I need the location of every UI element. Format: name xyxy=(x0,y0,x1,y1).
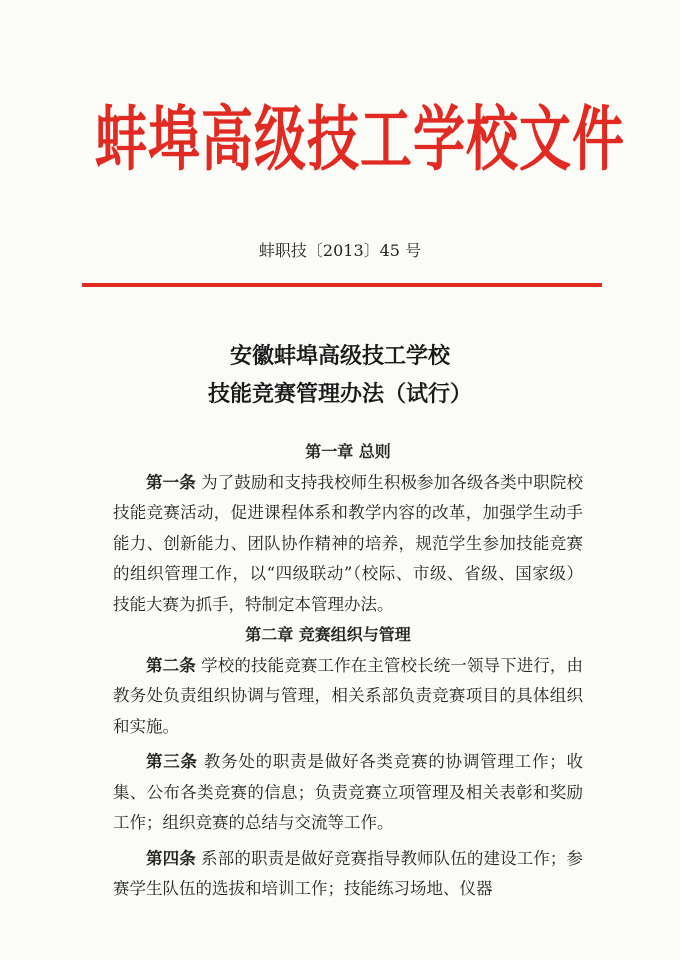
article-4-lead: 第四条 xyxy=(146,848,196,868)
document-number: 蚌职技〔2013〕45 号 xyxy=(258,241,422,260)
article-1-lead: 第一条 xyxy=(146,472,196,492)
chapter-2-heading: 第二章 竞赛组织与管理 xyxy=(245,625,411,644)
document-body xyxy=(113,437,583,905)
article-4-text: 系部的职责是做好竞赛指导教师队伍的建设工作；参赛学生队伍的选拔和培训工作；技能练习场地、仪器 xyxy=(113,848,584,898)
article-2-text: 学校的技能竞赛工作在主管校长统一领导下进行，由教务处负责组织协调与管理，相关系部负责竞赛项目的具体组织和实施。 xyxy=(113,655,584,736)
article-1-text: 为了鼓励和支持我校师生积极参加各级各类中职院校技能竞赛活动，促进课程体系和教学内容的改革，加强学生动手能力、创新能力、团队协作精神的培养，规范学生参加技能竞赛的组织管理工作，以“四级联动”（校际、市级、省级、国家级）技能大赛为抓手，特制定本管理办法。 xyxy=(113,472,584,614)
document-header-title: 蚌埠高级技工学校文件 xyxy=(95,98,626,181)
article-1 xyxy=(113,468,583,621)
red-divider-line xyxy=(82,283,602,287)
article-3-text: 教务处的职责是做好各类竞赛的协调管理工作；收集、公布各类竞赛的信息；负责竞赛立项管理及相关表彰和奖励工作；组织竞赛的总结与交流等工作。 xyxy=(113,752,583,832)
title-line-1: 安徽蚌埠高级技工学校 xyxy=(229,343,450,369)
article-3-lead: 第三条 xyxy=(146,752,198,771)
article-2 xyxy=(113,651,583,743)
document-title xyxy=(0,337,680,413)
article-2-lead: 第二条 xyxy=(146,655,196,675)
title-line-2: 技能竞赛管理办法（试行） xyxy=(207,381,472,407)
chapter-1-heading: 第一章 总则 xyxy=(305,442,391,461)
article-3 xyxy=(113,747,583,839)
article-4 xyxy=(113,844,583,905)
